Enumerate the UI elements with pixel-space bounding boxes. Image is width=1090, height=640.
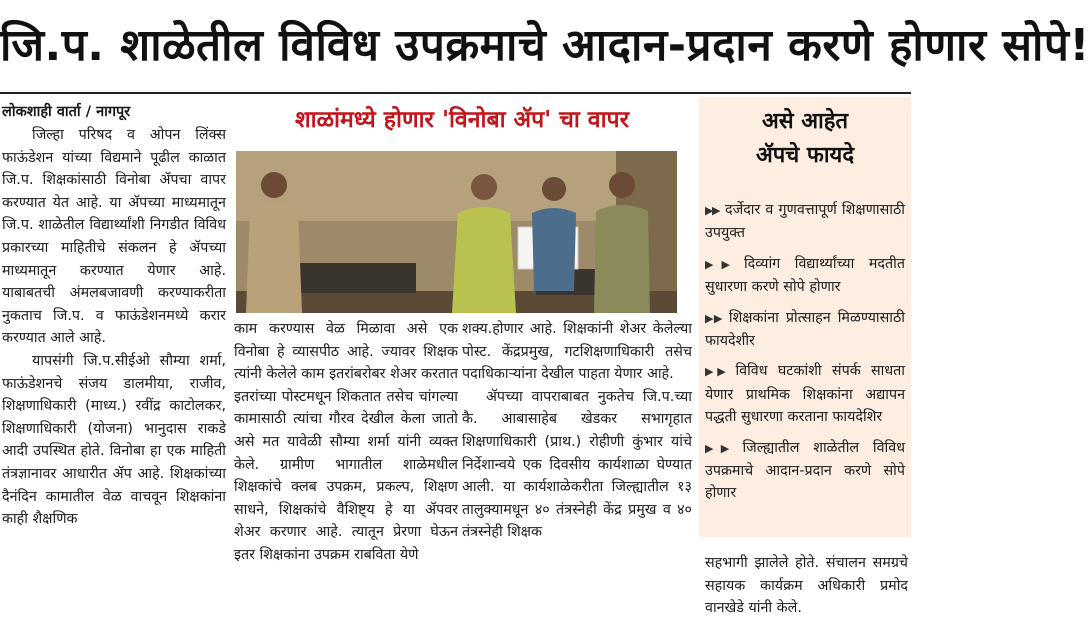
- article-paragraph: यापसंगी जि.प.सीईओ सौम्या शर्मा, फाऊंडेशनचे संजय डालमीया, राजीव, शिक्षणाधिकारी (माध्य.) रवींद्र काटोलकर, शिक्षणाधिकारी (योजना) भानुदास राकडे आदी उपस्थित होते. विनोबा हा एक माहिती तंत्रज्ञानावर आधारीत ॲप आहे. शिक्षकांच्या दैनंदिन कामातील वेळ वाचवून शिक्षकांना काही शैक्षणिक: [2, 352, 226, 528]
- article-column-1: [2, 124, 226, 531]
- double-arrow-right-icon: ▶▶: [705, 204, 719, 217]
- sidebar-title-line: असे आहेत: [761, 109, 849, 134]
- headline: जि.प. शाळेतील विविध उपक्रमाचे आदान-प्रदान करणे होणार सोपे!: [0, 20, 1090, 71]
- benefits-sidebar: [699, 97, 911, 537]
- subheadline: शाळांमध्ये होणार 'विनोबा ॲप' चा वापर: [294, 107, 630, 133]
- article-column-4: [705, 552, 908, 620]
- sidebar-title-line: ॲपचे फायदे: [755, 143, 855, 168]
- article-column-3: [462, 318, 692, 544]
- list-item-text: दिव्यांग विद्यार्थ्यांच्या मदतीत सुधारणा करणे सोपे होणार: [705, 255, 905, 296]
- list-item-text: जिल्ह्यातील शाळेतील विविध उपक्रमाचे आदान-प्रदान करणे सोपे होणार: [705, 439, 906, 502]
- double-arrow-right-icon: ▶▶: [705, 311, 723, 325]
- double-arrow-right-icon: ▶▶: [705, 441, 737, 455]
- headline-rule: [0, 92, 911, 94]
- article-paragraph: जिल्हा परिषद व ओपन लिंक्स फाऊंडेशन यांच्या विद्यमाने पूढील काळात जि.प. शिक्षकांसाठी विनोबा ॲपचा वापर करण्यात येत आहे. या ॲपच्या माध्यमातून जि.प. शाळेतील विद्यार्थ्यांशी निगडीत विविध प्रकारच्या माहितीचे संकलन हे ॲपच्या माध्यमातून करण्यात येणार आहे. याबाबतची अंमलबजावणी करण्याकरीता नुकताच जि.प. व फाऊंडेशनमध्ये करार करण्यात आले आहे.: [2, 127, 226, 347]
- list-item: [705, 360, 905, 428]
- dateline: लोकशाही वार्ता / नागपूर: [2, 104, 131, 120]
- list-item: [705, 437, 905, 505]
- sidebar-title: [699, 105, 911, 173]
- benefits-list: [705, 199, 905, 513]
- double-arrow-right-icon: ▶▶: [705, 365, 730, 379]
- list-item: [705, 199, 905, 245]
- list-item-text: दर्जेदार व गुणवत्तापूर्ण शिक्षणासाठी उपयुक्त: [705, 202, 906, 242]
- news-photo: [236, 151, 677, 313]
- article-column-2: [234, 318, 458, 567]
- double-arrow-right-icon: ▶▶: [705, 257, 738, 271]
- article-paragraph: काम करण्यास वेळ मिळावा असे एक विनोबा हे व्यासपीठ आहे. ज्यावर शिक्षक त्यांनी केलेले काम इतरांबरोबर शेअर करतात इतरांच्या पोस्टमधून शिकतात तसेच चांगल्या कामासाठी त्यांचा गौरव देखील केला जातो असे मत यावेळी सौम्या शर्मा यांनी व्यक्त केले. ग्रामीण भागातील शाळेमधील शिक्षकांचे क्लब उपक्रम, प्रकल्प, शिक्षण साधने, शिक्षकांचे वैशिष्ट्य हे या ॲपवर शेअर करणार आहे. त्यातून प्रेरणा घेऊन इतर शिक्षकांना उपक्रम राबविता येणे: [234, 321, 458, 563]
- article-paragraph: शक्य.होणार आहे. शिक्षकांनी शेअर केलेल्या पोस्ट. केंद्रप्रमुख, गटशिक्षणाधिकारी तसेच पदाधिकाऱ्यांना देखील पाहता येणार आहे.: [462, 321, 692, 383]
- list-item-text: विविध घटकांशी संपर्क साधता येणार प्राथमिक शिक्षकांना अद्यापन पद्धती सुधारणा करताना फायदेशिर: [705, 363, 906, 426]
- article-paragraph: ॲपच्या वापराबाबत नुकतेच जि.प.च्या कै. आबासाहेब खेडकर सभागृहात शिक्षणाधिकारी (प्राथ.) रोहीणी कुंभार यांचे निर्देशान्वये एक दिवसीय कार्यशाळा घेण्यात आली. या कार्यशाळेकरीता जिल्ह्यातील १३ तालुक्यामधून ४० तंत्रस्नेही केंद्र प्रमुख व ४० तंत्रस्नेही शिक्षक: [462, 388, 692, 541]
- list-item: [705, 307, 905, 353]
- list-item: [705, 253, 905, 299]
- list-item-text: शिक्षकांना प्रोत्साहन मिळण्यासाठी फायदेशीर: [705, 309, 906, 350]
- article-paragraph: सहभागी झालेले होते. संचालन समग्रचे सहायक कार्यक्रम अधिकारी प्रमोद वानखेडे यांनी केले.: [705, 555, 908, 617]
